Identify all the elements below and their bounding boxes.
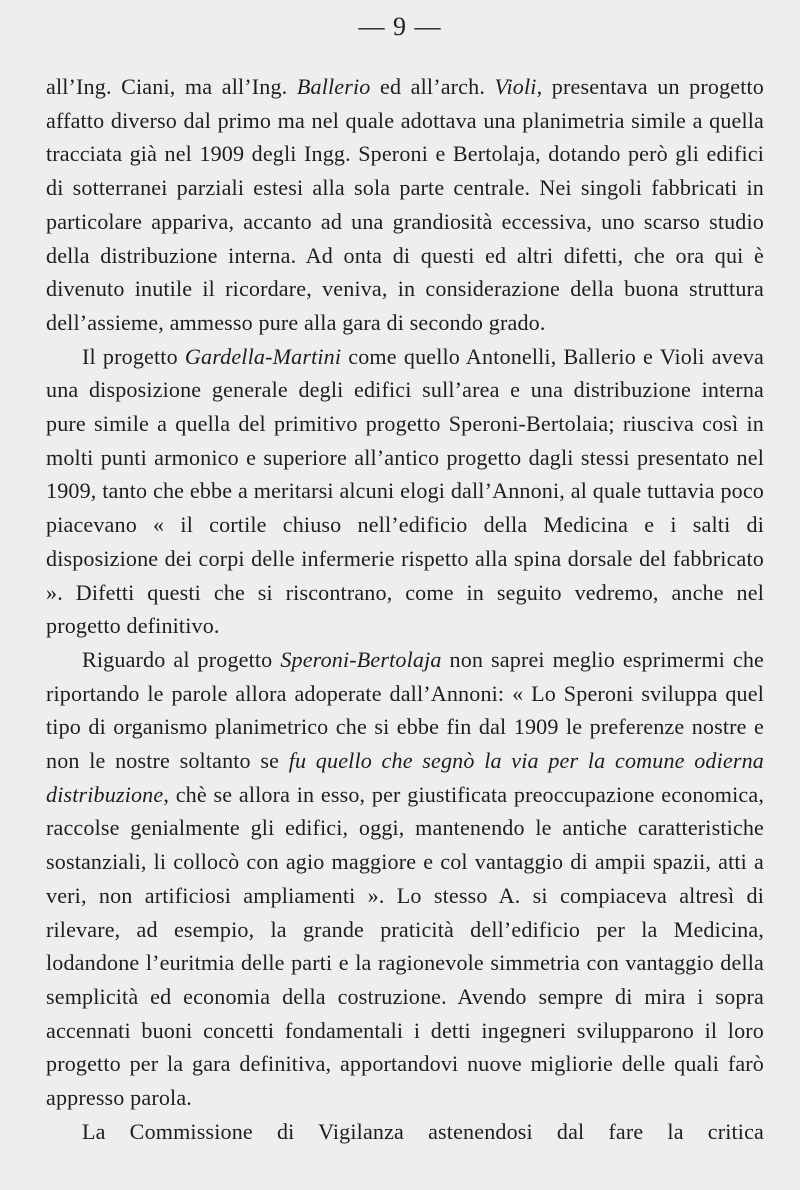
italic-name-ballerio: Ballerio <box>296 74 371 99</box>
paragraph-3 <box>46 643 764 1115</box>
text-segment: ed all’arch. <box>370 74 495 99</box>
text-segment: Riguardo al progetto <box>82 646 281 672</box>
text-segment: , presentava un progetto affatto diverso dal primo ma nel quale adottava una planimetria simile a quella tracciata già nel 1909 degli Ingg. Speroni e Bertolaja, dotando però gli edifici di sotterranei parziali estesi alla sola parte centrale. Nei singoli fabbricati in particolare appariva, accanto ad una grandiosità eccessiva, uno scarso studio della distribuzione interna. Ad onta di questi ed altri difetti, che ora qui è divenuto inutile il ricordare, veniva, in considerazione della buona struttura dell’assieme, ammesso pure alla gara di secondo grado. <box>46 74 764 335</box>
text-segment: come quello Antonelli, Ballerio e Violi aveva una disposizione generale degli edifici sull’area e una distribuzione interna pure simile a quella del primitivo progetto Speroni-Bertolaia; riusciva così in molti punti armonico e superiore all’antico progetto dagli stessi presentato nel 1909, tanto che ebbe a meritarsi alcuni elogi dall’Annoni, al quale tuttavia poco piacevano « il cortile chiuso nell’edificio della Medicina e i salti di disposizione dei corpi delle infermerie rispetto alla spina dorsale del fabbricato ». Difetti questi che si riscontrano, come in seguito vedremo, anche nel progetto definitivo. <box>46 343 764 639</box>
body-text <box>46 70 764 1149</box>
text-segment: La Commissione di Vigilanza astenendosi dal fare la critica <box>82 1118 764 1144</box>
text-segment: non saprei meglio esprimermi che riportando le parole allora adoperate dall’Annoni: « Lo Speroni sviluppa quel tipo di organismo planimetrico che si ebbe fin dal 1909 le preferenze nostre e non le nostre soltanto se <box>46 646 764 774</box>
italic-quote-phrase: fu quello che segnò la via per la comune odierna distribuzione <box>46 748 764 807</box>
paragraph-2 <box>46 340 764 643</box>
italic-name-violi: Violi <box>494 74 537 99</box>
italic-name-speroni-bertolaja: Speroni-Bertolaja <box>280 646 442 672</box>
text-segment: , chè se allora in esso, per giustificata preoccupazione economica, raccolse genialmente gli edifici, oggi, mantenendo le antiche caratteristiche sostanziali, li collocò con agio maggiore e col vantaggio di ampii spazii, atti a veri, non artificiosi ampliamenti ». Lo stesso A. si compiaceva altresì di rilevare, ad esempio, la grande praticità dell’edificio per la Medicina, lodandone l’euritmia delle parti e la ragionevole simmetria con vantaggio della semplicità ed economia della costruzione. Avendo sempre di mira i sopra accennati buoni concetti fondamentali i detti ingegneri svilupparono il loro progetto per la gara definitiva, apportandovi nuove migliorie delle quali farò appresso parola. <box>46 781 764 1111</box>
italic-name-gardella-martini: Gardella-Martini <box>184 343 342 369</box>
paragraph-1 <box>46 70 764 340</box>
paragraph-4 <box>46 1115 764 1149</box>
text-segment: Il progetto <box>82 343 185 369</box>
text-segment: all’Ing. Ciani, ma all’Ing. <box>46 74 297 99</box>
page-number: — 9 — <box>358 12 442 41</box>
